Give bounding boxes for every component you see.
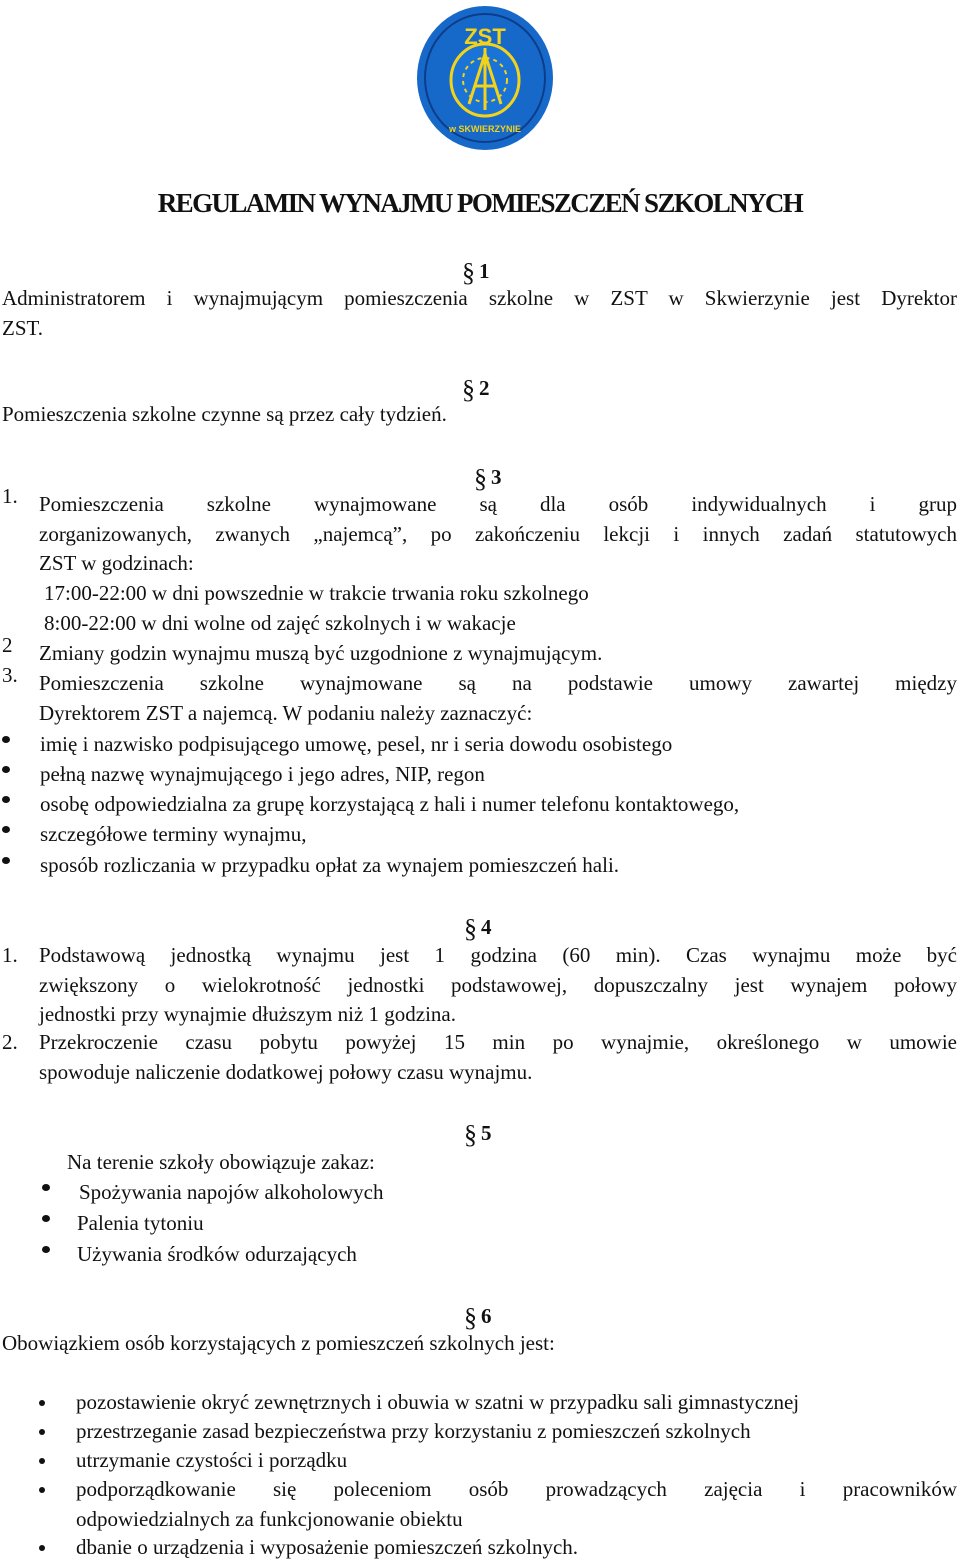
- list-item-text: [76, 1417, 957, 1447]
- item-number: 1.: [2, 484, 18, 508]
- bullet-icon: [42, 1215, 50, 1222]
- bullet-icon: [2, 857, 10, 864]
- item-text: [39, 1028, 957, 1087]
- section-4-heading: [464, 913, 564, 943]
- list-item-line: przestrzeganie zasad bezpieczeństwa przy korzystaniu z pomieszczeń szkolnych: [76, 1419, 751, 1443]
- item-line: Podstawową jednostką wynajmu jest 1 godzina (60 min). Czas wynajmu może być: [39, 943, 957, 967]
- list-item: [2, 851, 952, 881]
- section-1-line-1: Administratorem i wynajmującym pomieszczenia szkolne w ZST w Skwierzynie jest Dyrektor: [2, 286, 957, 310]
- list-item-text: szczegółowe terminy wynajmu,: [40, 822, 307, 846]
- section-sign: §: [462, 258, 475, 287]
- section-sign: §: [464, 914, 477, 943]
- list-item: [2, 820, 952, 850]
- section-sign: §: [462, 375, 475, 404]
- list-item-line: utrzymanie czystości i porządku: [76, 1448, 348, 1472]
- bullet-icon: [2, 766, 10, 773]
- list-item-text: [76, 1388, 957, 1418]
- section-5-heading: [464, 1119, 564, 1149]
- item-line: zwiększony o wielokrotność jednostki podstawowej, dopuszczalny jest wynajem połowy: [39, 972, 957, 997]
- section-4-item-2: [2, 1028, 957, 1088]
- section-sign: §: [474, 464, 487, 493]
- document-title: REGULAMIN WYNAJMU POMIESZCZEŃ SZKOLNYCH: [157, 188, 803, 218]
- list-item: [2, 1209, 952, 1239]
- item-line: spowoduje naliczenie dodatkowej połowy czasu wynajmu.: [39, 1059, 533, 1084]
- list-item-line: dbanie o urządzenia i wyposażenie pomieszczeń szkolnych.: [76, 1535, 579, 1559]
- section-sign: §: [464, 1303, 477, 1332]
- bullet-icon: [42, 1246, 50, 1253]
- section-1-heading: [462, 257, 562, 287]
- section-5-intro: Na terenie szkoły obowiązuje zakaz:: [67, 1150, 375, 1174]
- item-number: 1.: [2, 943, 18, 967]
- list-item-text: [76, 1533, 957, 1563]
- item-line: Przekroczenie czasu pobytu powyżej 15 min po wynajmie, określonego w umowie: [39, 1030, 957, 1054]
- list-item-text: imię i nazwisko podpisującego umowę, pesel, nr i seria dowodu osobistego: [40, 732, 673, 756]
- list-item: [2, 760, 952, 790]
- item-number: 2: [2, 633, 13, 657]
- section-6-heading: [464, 1302, 564, 1332]
- list-item-line: podporządkowanie się poleceniom osób prowadzących zajęcia i pracowników: [76, 1477, 957, 1501]
- section-number: 6: [481, 1304, 492, 1328]
- list-item-text: [76, 1446, 957, 1476]
- section-4-item-1: [2, 941, 957, 1031]
- bullet-icon: [39, 1400, 45, 1406]
- list-item: [2, 1178, 952, 1208]
- bullet-icon: [39, 1487, 45, 1493]
- section-sign: §: [464, 1120, 477, 1149]
- item-number: 3.: [2, 663, 18, 687]
- list-item-text: Spożywania napojów alkoholowych: [79, 1180, 384, 1204]
- list-item: [2, 1475, 957, 1535]
- list-item-line: pozostawienie okryć zewnętrznych i obuwia w szatni w przypadku sali gimnastycznej: [76, 1390, 800, 1414]
- bullet-icon: [39, 1545, 45, 1551]
- list-item-text: [76, 1475, 957, 1534]
- bullet-icon: [39, 1429, 45, 1435]
- item-text: [39, 941, 957, 1030]
- item-line: Pomieszczenia szkolne wynajmowane są dla osób indywidualnych i grup: [39, 492, 957, 516]
- list-item: [2, 1417, 957, 1447]
- item-line: ZST w godzinach:: [39, 551, 194, 575]
- bullet-icon: [2, 796, 10, 803]
- item-line: jednostki przy wynajmie dłuższym niż 1 godzina.: [39, 1002, 456, 1026]
- section-number: 5: [481, 1121, 492, 1145]
- item-number: 2.: [2, 1030, 18, 1054]
- bullet-icon: [39, 1458, 45, 1464]
- item-text: [39, 669, 957, 728]
- school-logo: [415, 4, 555, 152]
- section-number: 1: [479, 259, 490, 283]
- list-item-text: osobę odpowiedzialna za grupę korzystającą z hali i numer telefonu kontaktowego,: [40, 792, 740, 816]
- section-6-intro: Obowiązkiem osób korzystających z pomieszczeń szkolnych jest:: [2, 1331, 555, 1355]
- list-item: [2, 1240, 952, 1270]
- list-item: [2, 1533, 957, 1563]
- section-3-item-3: [2, 663, 957, 729]
- logo-text-top: ZST: [464, 24, 506, 49]
- section-1-text: [2, 284, 957, 343]
- list-item-line: odpowiedzialnych za funkcjonowanie obiektu: [76, 1506, 463, 1531]
- list-item-text: Palenia tytoniu: [77, 1211, 204, 1235]
- list-item: [2, 1388, 957, 1418]
- section-2-text: Pomieszczenia szkolne czynne są przez cały tydzień.: [2, 402, 447, 426]
- bullet-icon: [42, 1184, 50, 1191]
- item-text: [39, 490, 957, 579]
- item-line: Dyrektorem ZST a najemcą. W podaniu należy zaznaczyć:: [39, 700, 533, 725]
- list-item: [2, 1446, 957, 1476]
- item-line: Pomieszczenia szkolne wynajmowane są na podstawie umowy zawartej między: [39, 671, 957, 695]
- section-3-heading: [474, 463, 574, 493]
- school-logo-emblem: [415, 4, 555, 152]
- section-3-item-1: [2, 484, 957, 580]
- list-item-text: pełną nazwę wynajmującego i jego adres, NIP, regon: [40, 762, 485, 786]
- hours-weekends: 8:00-22:00 w dni wolne od zajęć szkolnych i w wakacje: [44, 611, 516, 635]
- list-item: [2, 730, 952, 760]
- section-1-line-2: ZST.: [2, 315, 44, 340]
- section-number: 2: [479, 376, 490, 400]
- item-line: zorganizowanych, zwanych „najemcą”, po zakończeniu lekcji i innych zadań statutowych: [39, 521, 957, 546]
- section-number: 4: [481, 915, 492, 939]
- logo-text-bottom: w SKWIERZYNIE: [448, 124, 522, 134]
- section-3-item-2: [2, 633, 957, 669]
- item-text: Zmiany godzin wynajmu muszą być uzgodnione z wynajmującym.: [39, 641, 603, 665]
- hours-weekdays: 17:00-22:00 w dni powszednie w trakcie trwania roku szkolnego: [44, 581, 589, 605]
- bullet-icon: [2, 826, 10, 833]
- list-item: [2, 790, 952, 820]
- list-item-text: Używania środków odurzających: [77, 1242, 357, 1266]
- section-number: 3: [491, 465, 502, 489]
- bullet-icon: [2, 736, 10, 743]
- list-item-text: sposób rozliczania w przypadku opłat za wynajem pomieszczeń hali.: [40, 853, 620, 877]
